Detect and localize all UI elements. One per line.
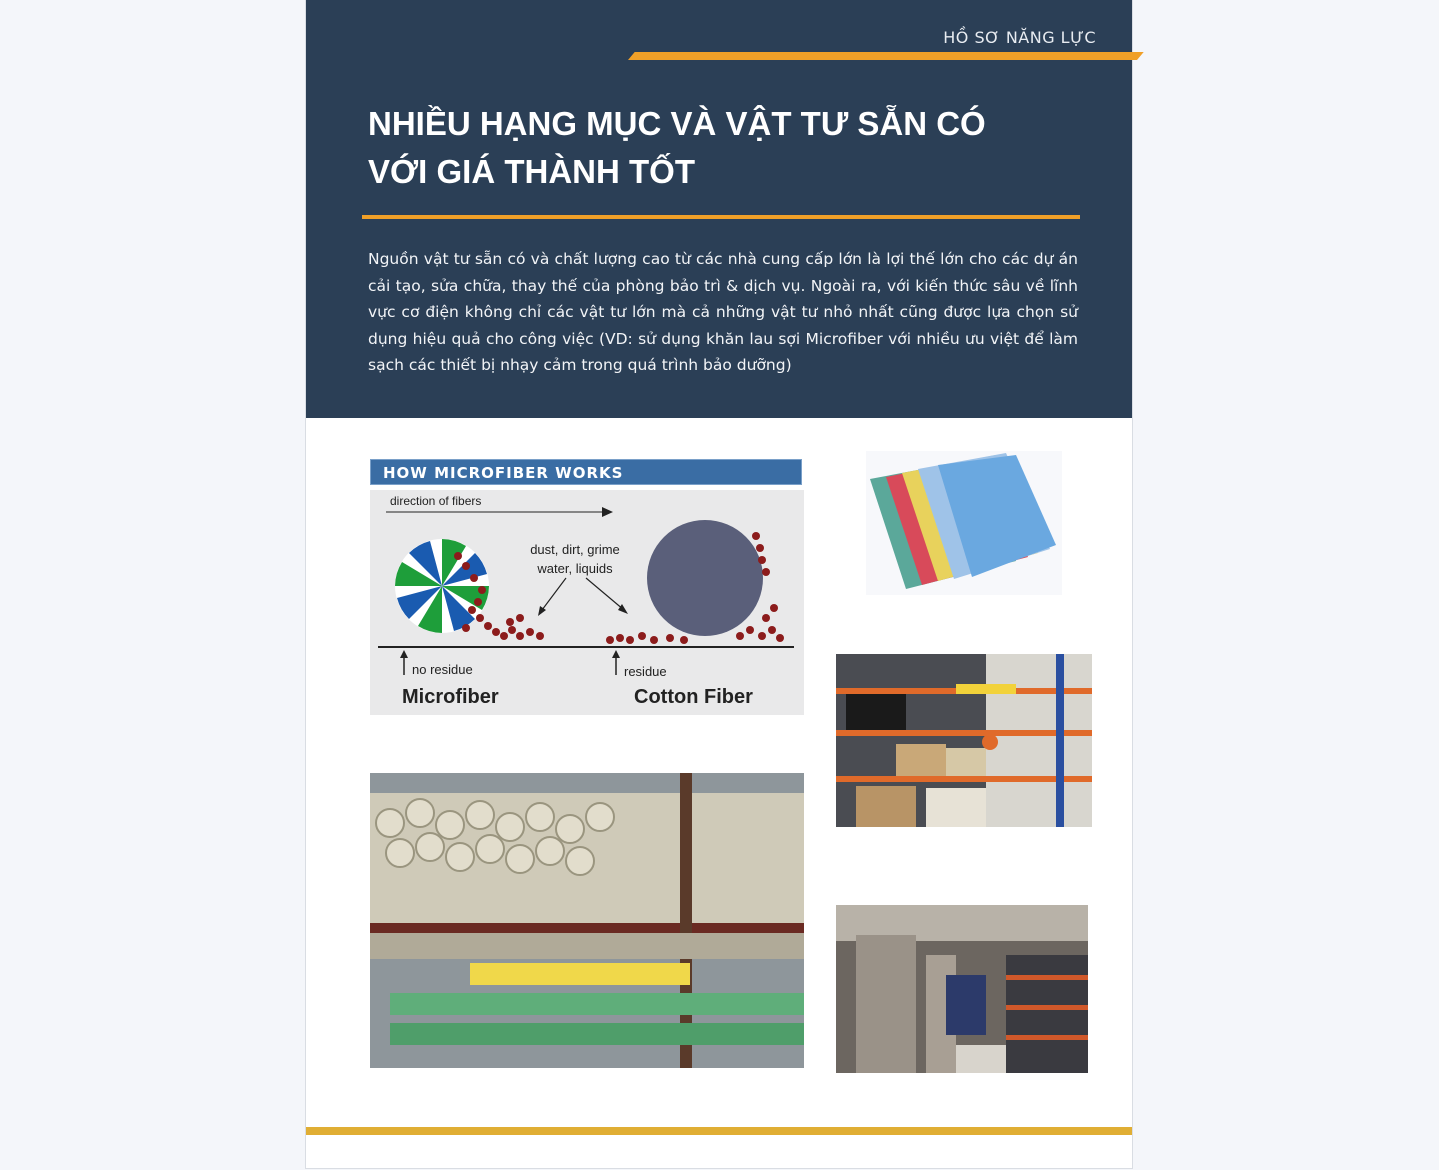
cotton-caption: Cotton Fiber bbox=[634, 686, 753, 708]
title-underline bbox=[362, 215, 1080, 219]
brochure-page bbox=[305, 0, 1133, 1169]
dust-arrow-left bbox=[542, 578, 566, 610]
dust-label-line-1: dust, dirt, grime bbox=[530, 542, 620, 557]
microfiber-wheel bbox=[395, 539, 489, 633]
diagram-illustration bbox=[370, 490, 804, 715]
storage-room-photo bbox=[836, 905, 1088, 1073]
intro-paragraph: Nguồn vật tư sẵn có và chất lượng cao từ các nhà cung cấp lớn là lợi thế lớn cho các dự án cải tạo, sửa chữa, thay thế của phòng bảo trì & dịch vụ. Ngoài ra, với kiến thức sâu về lĩnh vực cơ điện không chỉ các vật tư lớn mà cả những vật tư nhỏ nhất cũng được lựa chọn sử dụng hiệu quả cho công việc (VD: sử dụng khăn lau sợi Microfiber với nhiều ưu việt để làm sạch các thiết bị nhạy cảm trong quá trình bảo dưỡng) bbox=[368, 250, 1078, 374]
microfiber-caption: Microfiber bbox=[402, 686, 499, 708]
dust-label-line-2: water, liquids bbox=[537, 561, 613, 576]
header-accent-line bbox=[628, 52, 1144, 60]
header-panel bbox=[306, 0, 1132, 418]
residue-label: residue bbox=[624, 664, 667, 679]
page-title bbox=[368, 100, 1068, 196]
dust-arrow-right bbox=[586, 578, 624, 610]
microfiber-diagram bbox=[370, 459, 804, 715]
profile-label: HỒ SƠ NĂNG LỰC bbox=[943, 28, 1096, 47]
title-line-1: NHIỀU HẠNG MỤC VÀ VẬT TƯ SẴN CÓ bbox=[368, 105, 986, 142]
dust-label bbox=[520, 540, 630, 578]
microfiber-cloths-photo bbox=[866, 451, 1062, 595]
no-residue-label: no residue bbox=[412, 662, 473, 677]
direction-label: direction of fibers bbox=[390, 494, 482, 508]
diagram-banner: HOW MICROFIBER WORKS bbox=[370, 459, 802, 485]
storage-shelves-photo bbox=[836, 654, 1092, 827]
diagram-panel bbox=[370, 490, 804, 715]
footer-bar bbox=[306, 1127, 1132, 1135]
direction-arrowhead bbox=[602, 507, 613, 517]
title-line-2: VỚI GIÁ THÀNH TỐT bbox=[368, 153, 695, 190]
cotton-fiber-circle bbox=[647, 520, 763, 636]
pipes-warehouse-photo bbox=[370, 773, 804, 1068]
